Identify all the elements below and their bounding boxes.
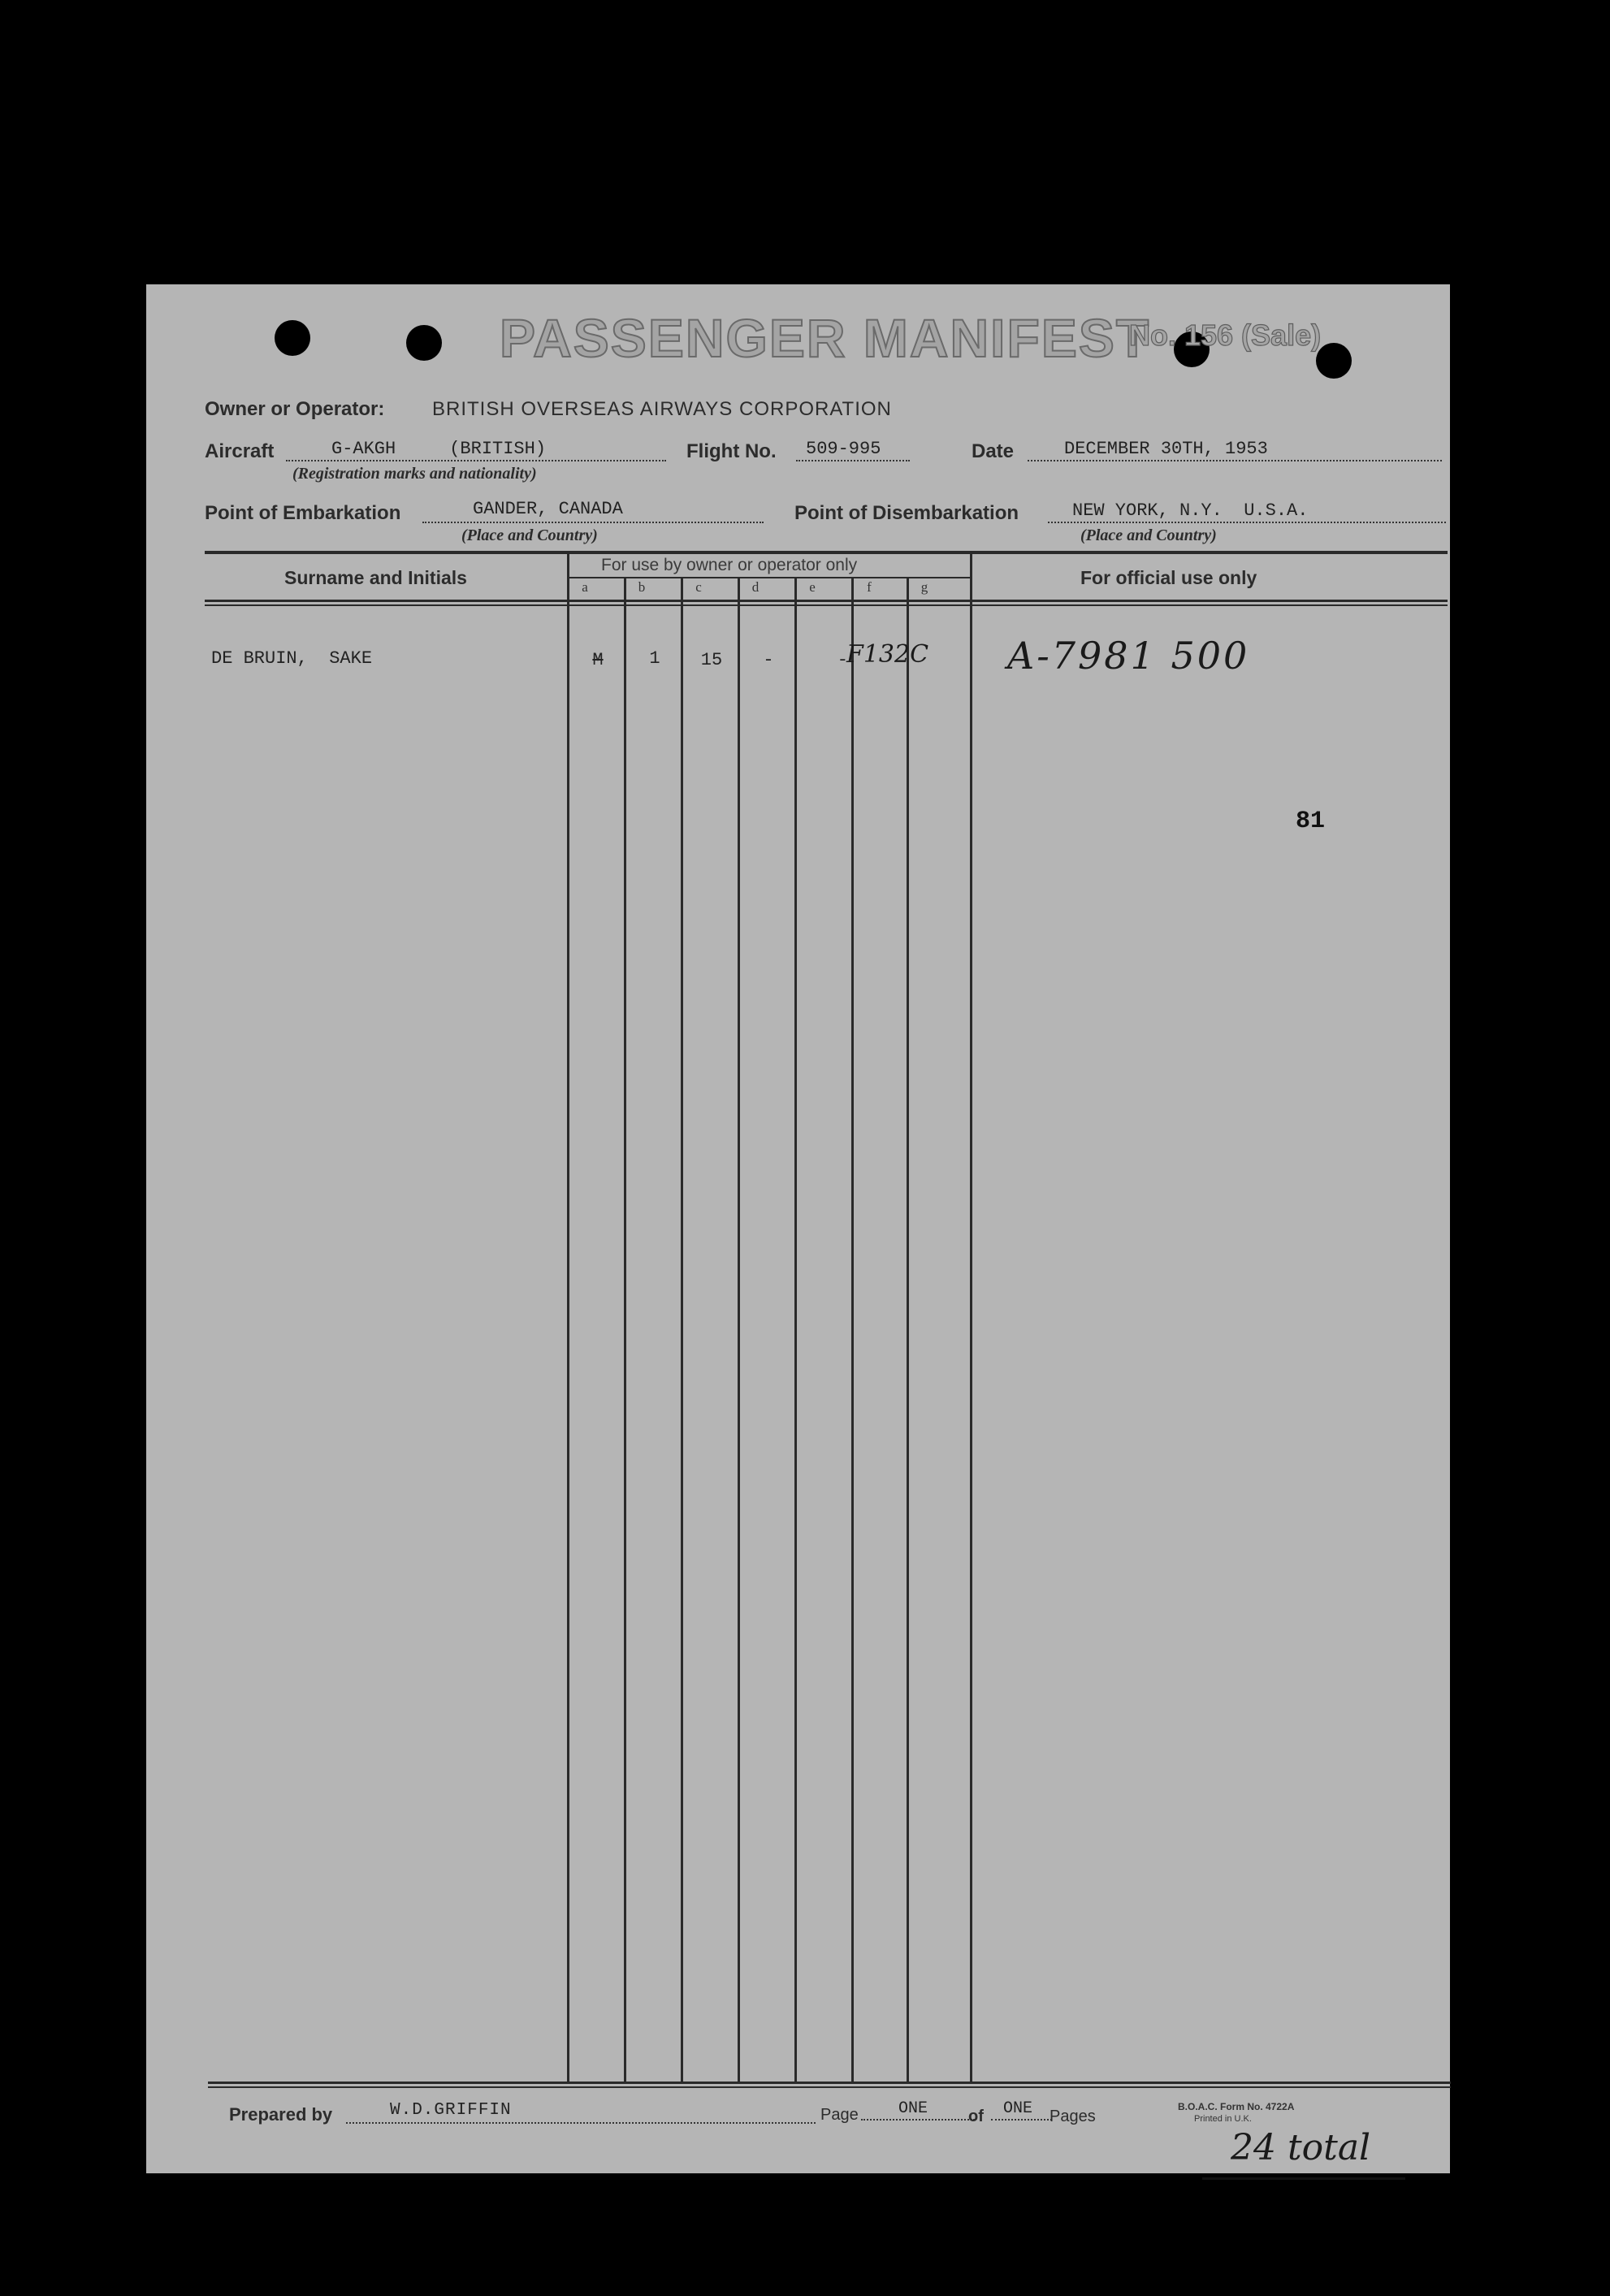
official-alien-number: A-7981 500 — [1007, 634, 1250, 678]
col-header-official: For official use only — [1080, 567, 1257, 588]
passenger-name: DE BRUIN, SAKE — [211, 648, 373, 669]
embarkation-caption: (Place and Country) — [461, 526, 598, 544]
cell-b: 1 — [649, 648, 660, 669]
flight-value: 509-995 — [806, 439, 881, 459]
embarkation-value: GANDER, CANADA — [473, 499, 623, 519]
page-value: ONE — [898, 2099, 928, 2118]
date-value: DECEMBER 30TH, 1953 — [1064, 439, 1268, 459]
sub-col-e: e — [809, 579, 816, 595]
punch-hole — [275, 320, 310, 356]
cell-d: - — [763, 650, 774, 670]
cell-f: F132C — [846, 640, 929, 669]
punch-hole — [1316, 343, 1352, 379]
page-mark: 81 — [1296, 808, 1326, 835]
of-value: ONE — [1003, 2099, 1033, 2118]
cell-e: - — [837, 650, 848, 670]
cell-a: M — [592, 650, 604, 670]
date-label: Date — [972, 440, 1015, 462]
owner-value: BRITISH OVERSEAS AIRWAYS CORPORATION — [432, 398, 892, 420]
col-header-operator: For use by owner or operator only — [601, 556, 858, 574]
page-label: Page — [820, 2106, 859, 2124]
aircraft-label: Aircraft — [205, 440, 275, 462]
handwritten-total: 24 total — [1231, 2127, 1371, 2168]
owner-label: Owner or Operator: — [205, 398, 385, 420]
of-label: of — [968, 2108, 984, 2125]
printed-in: Printed in U.K. — [1194, 2114, 1252, 2124]
pages-label: Pages — [1050, 2108, 1096, 2125]
sub-col-g: g — [920, 579, 928, 595]
col-header-name: Surname and Initials — [284, 567, 467, 588]
aircraft-caption: (Registration marks and nationality) — [292, 465, 537, 483]
sub-col-b: b — [638, 579, 646, 595]
manifest-sheet — [146, 284, 1450, 2173]
sub-col-a: a — [582, 579, 588, 595]
sub-col-f: f — [867, 579, 872, 595]
flight-label: Flight No. — [686, 440, 777, 462]
embarkation-label: Point of Embarkation — [205, 502, 401, 524]
prepared-by-label: Prepared by — [229, 2104, 333, 2125]
prepared-by-value: W.D.GRIFFIN — [390, 2101, 512, 2120]
disembarkation-value: NEW YORK, N.Y. U.S.A. — [1072, 500, 1309, 521]
cell-c: 15 — [700, 650, 723, 670]
page-title: PASSENGER MANIFEST — [500, 308, 1151, 368]
aircraft-value: G-AKGH (BRITISH) — [331, 439, 547, 459]
sub-col-d: d — [751, 579, 760, 595]
disembarkation-caption: (Place and Country) — [1080, 526, 1217, 544]
form-number: B.O.A.C. Form No. 4722A — [1178, 2101, 1295, 2112]
sub-col-c: c — [695, 579, 702, 595]
punch-hole — [406, 325, 442, 361]
disembarkation-label: Point of Disembarkation — [794, 502, 1019, 524]
manifest-number: No. 156 (Sale) — [1129, 318, 1322, 352]
